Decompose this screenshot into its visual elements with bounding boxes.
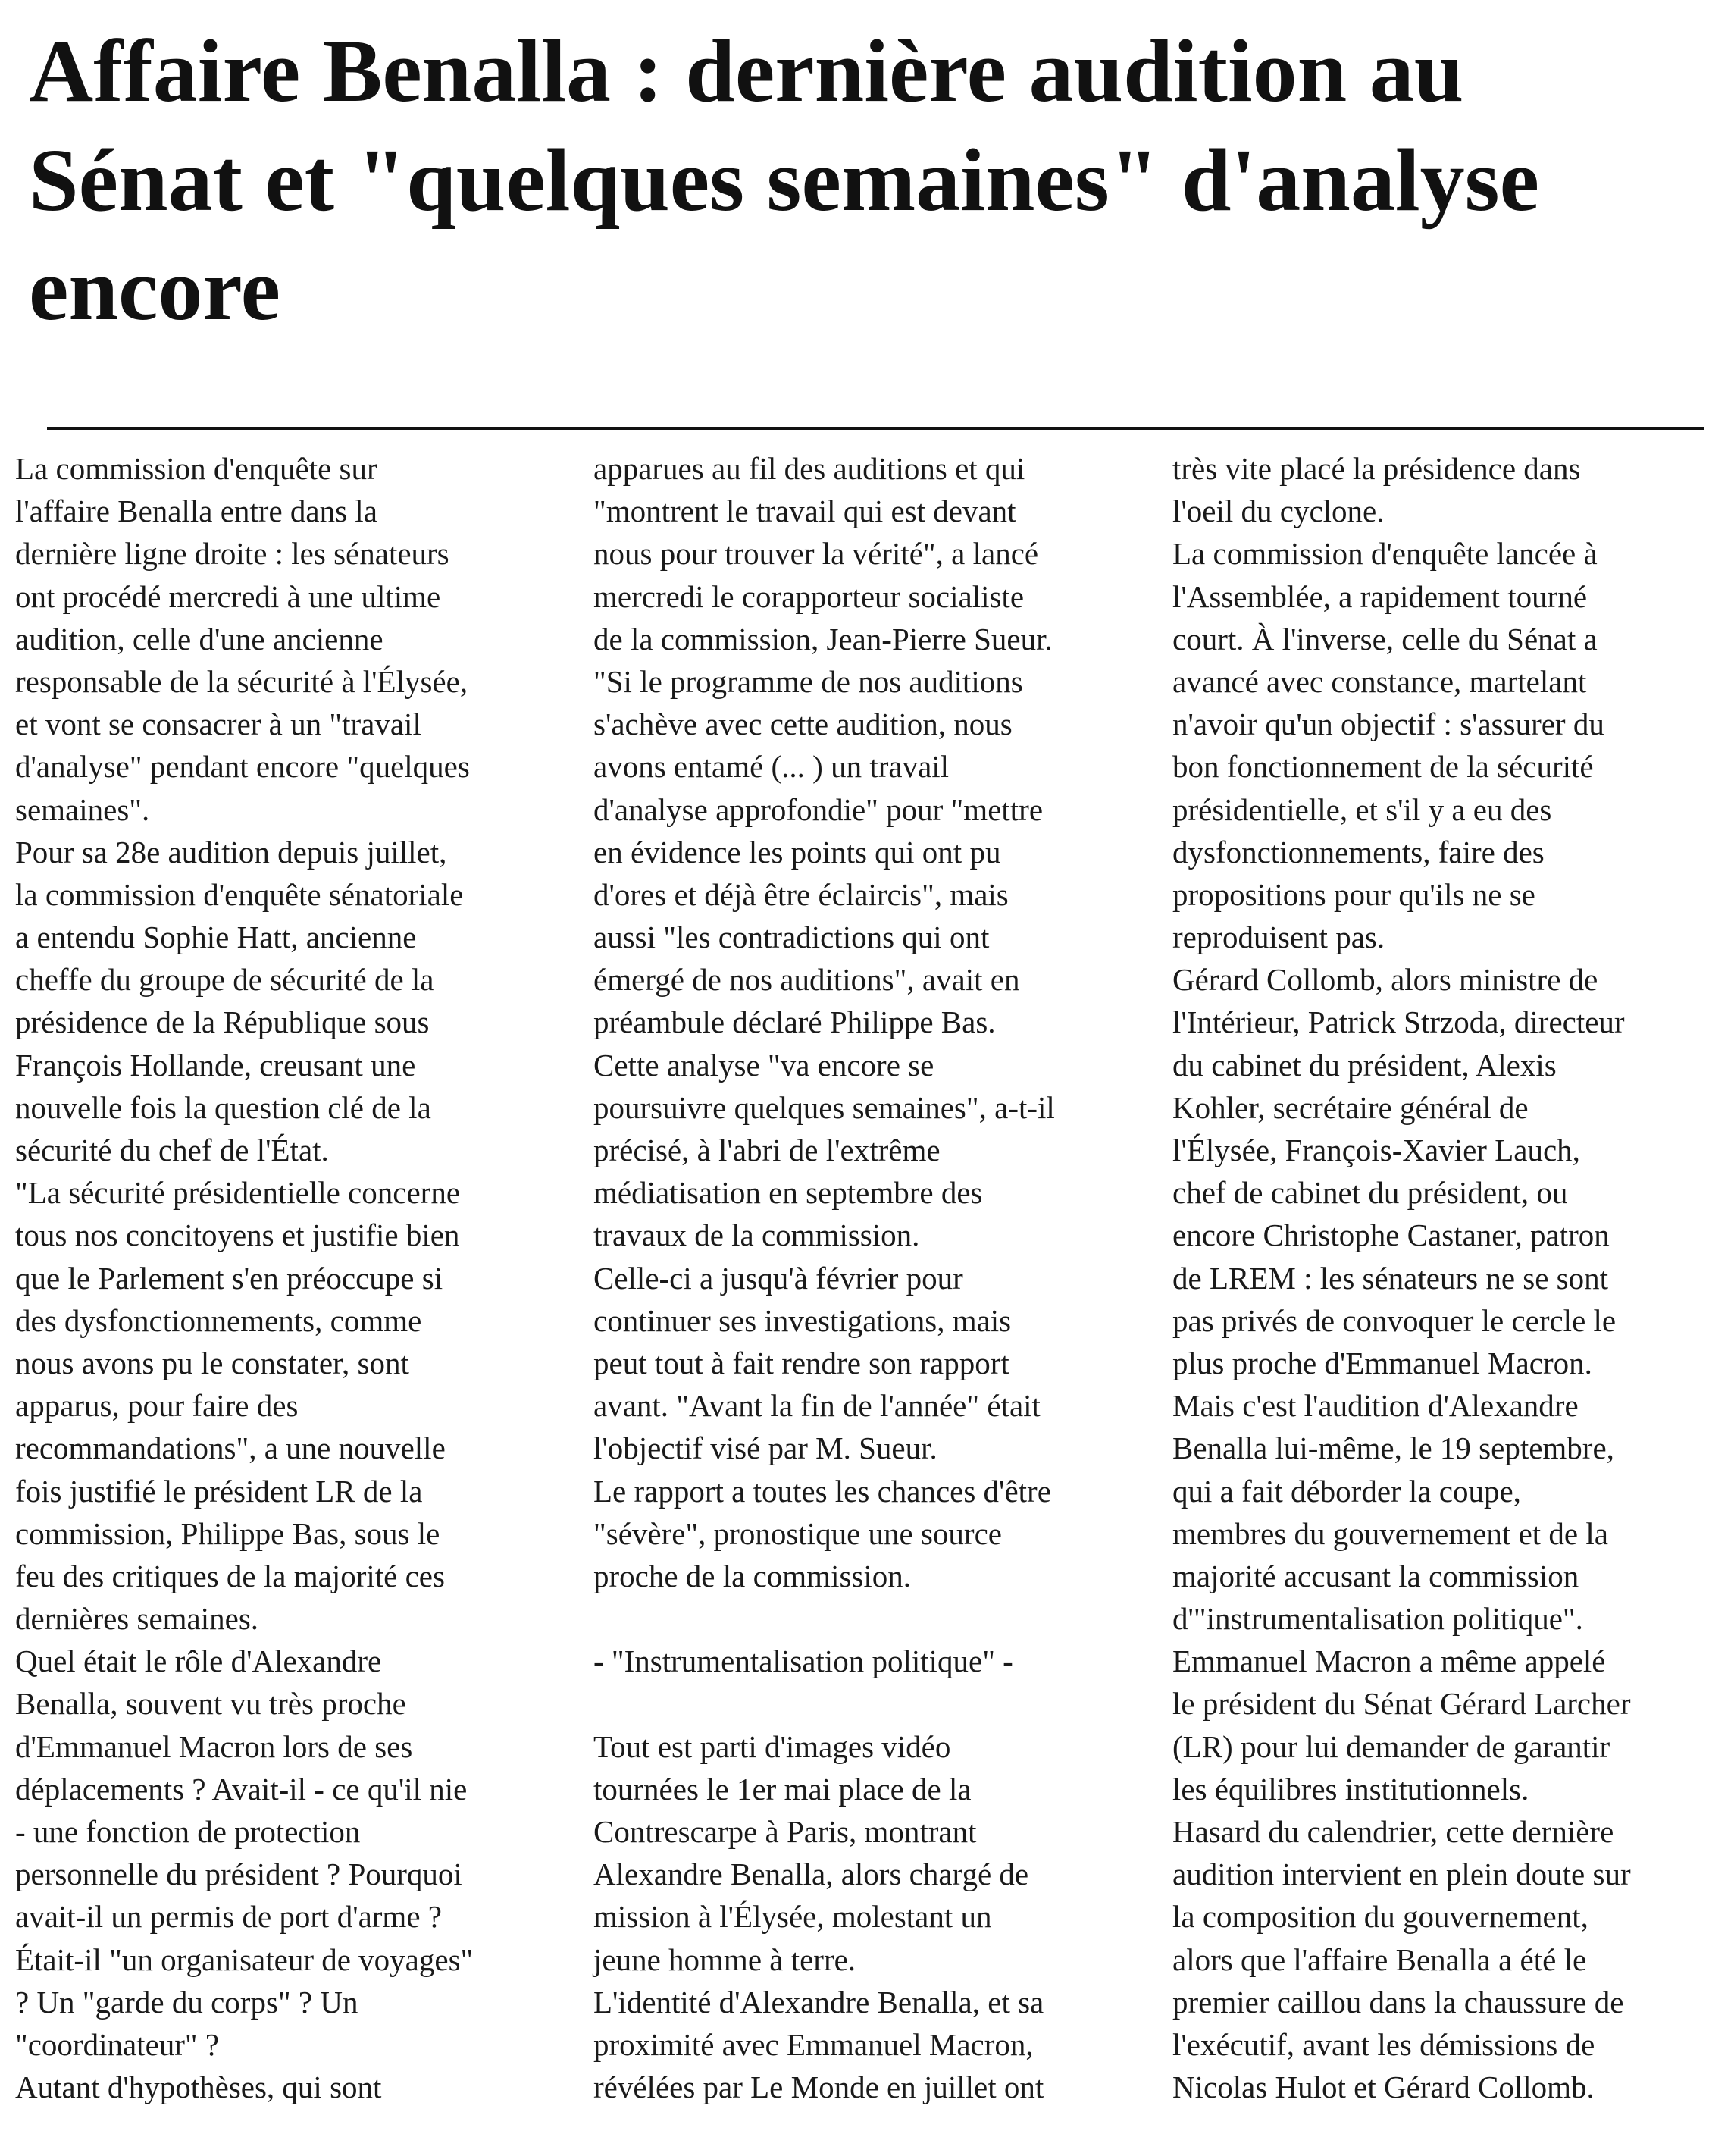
body-text-line: l'affaire Benalla entre dans la [15, 494, 377, 529]
body-text-line: d'ores et déjà être éclaircis", mais [593, 876, 1009, 912]
body-text-line: aussi "les contradictions qui ont [593, 920, 990, 955]
body-text-line: Hasard du calendrier, cette dernière [1172, 1814, 1614, 1849]
body-text-line: membres du gouvernement et de la [1172, 1515, 1608, 1551]
headline-divider [47, 427, 1704, 430]
body-text-line: fois justifié le président LR de la [15, 1473, 423, 1509]
body-text-line: avancé avec constance, martelant [1172, 663, 1587, 699]
body-text-line: encore Christophe Castaner, patron [1172, 1217, 1610, 1253]
body-text-line: tous nos concitoyens et justifie bien [15, 1217, 460, 1253]
body-text-line: pas privés de convoquer le cercle le [1172, 1302, 1617, 1338]
body-text-line: "montrent le travail qui est devant [593, 494, 1016, 529]
body-text-line: audition, celle d'une ancienne [15, 621, 383, 657]
body-text-line: mission à l'Élysée, molestant un [593, 1899, 992, 1935]
body-text-line: continuer ses investigations, mais [593, 1302, 1012, 1338]
body-text-line: Alexandre Benalla, alors chargé de [593, 1857, 1029, 1892]
headline-line: Affaire Benalla : dernière audition au [29, 21, 1464, 121]
body-text-line: l'exécutif, avant les démissions de [1172, 2026, 1595, 2062]
body-text-line: La commission d'enquête lancée à [1172, 536, 1598, 572]
body-text-line: Tout est parti d'images vidéo [593, 1728, 951, 1764]
body-text-line: Cette analyse "va encore se [593, 1047, 934, 1083]
body-text-line: qui a fait déborder la coupe, [1172, 1473, 1521, 1509]
headline-line: encore [29, 240, 280, 339]
body-text-line: dernière ligne droite : les sénateurs [15, 536, 449, 572]
body-text-line: feu des critiques de la majorité ces [15, 1558, 445, 1593]
article-headline [29, 17, 1689, 344]
body-text-line: responsable de la sécurité à l'Élysée, [15, 663, 468, 699]
body-text-line: commission, Philippe Bas, sous le [15, 1515, 440, 1551]
body-text-line: chef de cabinet du président, ou [1172, 1175, 1568, 1211]
body-text-line: présidence de la République sous [15, 1004, 430, 1040]
body-text-line: reproduisent pas. [1172, 920, 1385, 955]
body-text-line: nous avons pu le constater, sont [15, 1345, 409, 1380]
body-text-line: peut tout à fait rendre son rapport [593, 1345, 1009, 1380]
body-text-line: Mais c'est l'audition d'Alexandre [1172, 1388, 1579, 1424]
headline-line: Sénat et "quelques semaines" d'analyse [29, 130, 1539, 230]
body-text-line: poursuivre quelques semaines", a-t-il [593, 1089, 1055, 1125]
body-text-line: Celle-ci a jusqu'à février pour [593, 1260, 963, 1296]
body-text-line [593, 1682, 1139, 1725]
article-column-3 [1172, 447, 1703, 2108]
body-text-line: dernières semaines. [15, 1601, 259, 1637]
body-text-line: d'Emmanuel Macron lors de ses [15, 1728, 413, 1764]
body-text-line: le président du Sénat Gérard Larcher [1172, 1686, 1631, 1722]
body-text-line: de la commission, Jean-Pierre Sueur. [593, 621, 1053, 657]
body-text-line: apparus, pour faire des [15, 1388, 299, 1424]
body-text-line: de LREM : les sénateurs ne se sont [1172, 1260, 1609, 1296]
body-text-line: Emmanuel Macron a même appelé [1172, 1644, 1606, 1679]
body-text-line: personnelle du président ? Pourquoi [15, 1857, 462, 1892]
body-text-line: proche de la commission. [593, 1558, 912, 1593]
body-text-line: et vont se consacrer à un "travail [15, 707, 421, 742]
body-text-line: avons entamé (... ) un travail [593, 749, 950, 785]
body-text-line: Nicolas Hulot et Gérard Collomb. [1172, 2070, 1595, 2105]
body-text-line: Le rapport a toutes les chances d'être [593, 1473, 1051, 1509]
body-text-line: (LR) pour lui demander de garantir [1172, 1728, 1610, 1764]
body-text-line: l'objectif visé par M. Sueur. [593, 1431, 937, 1466]
body-text-line: jeune homme à terre. [593, 1941, 856, 1977]
body-text-line: d'analyse" pendant encore "quelques [15, 749, 470, 785]
body-text-line: - "Instrumentalisation politique" - [593, 1644, 1013, 1679]
body-text-line: recommandations", a une nouvelle [15, 1431, 446, 1466]
body-text-line: audition intervient en plein doute sur [1172, 1857, 1631, 1892]
body-text-line: avait-il un permis de port d'arme ? [15, 1899, 442, 1935]
body-text-line: la commission d'enquête sénatoriale [15, 876, 464, 912]
body-text-line: "La sécurité présidentielle concerne [15, 1175, 461, 1211]
body-text-line: révélées par Le Monde en juillet ont [593, 2070, 1044, 2105]
body-text-line: Benalla lui-même, le 19 septembre, [1172, 1431, 1614, 1466]
body-text-line: présidentielle, et s'il y a eu des [1172, 791, 1552, 827]
body-text-line: les équilibres institutionnels. [1172, 1771, 1529, 1807]
body-text-line: médiatisation en septembre des [593, 1175, 983, 1211]
body-text-line: L'identité d'Alexandre Benalla, et sa [593, 1984, 1044, 2020]
body-text-line: Gérard Collomb, alors ministre de [1172, 962, 1598, 998]
body-text-line: cheffe du groupe de sécurité de la [15, 962, 434, 998]
body-text-line: "coordinateur" ? [15, 2026, 220, 2062]
body-text-line: tournées le 1er mai place de la [593, 1771, 972, 1807]
body-text-line: s'achève avec cette audition, nous [593, 707, 1013, 742]
body-text-line: que le Parlement s'en préoccupe si [15, 1260, 443, 1296]
body-text-line: "Si le programme de nos auditions [593, 663, 1023, 699]
body-text-line: propositions pour qu'ils ne se [1172, 876, 1535, 912]
body-text-line: précisé, à l'abri de l'extrême [593, 1133, 941, 1167]
body-text-line: mercredi le corapporteur socialiste [593, 578, 1025, 614]
body-text-line: nouvelle fois la question clé de la [15, 1089, 431, 1125]
body-text-line: premier caillou dans la chaussure de [1172, 1984, 1624, 2020]
body-text-line: préambule déclaré Philippe Bas. [593, 1004, 996, 1040]
body-text-line: La commission d'enquête sur [15, 451, 377, 486]
body-text-line: du cabinet du président, Alexis [1172, 1047, 1557, 1083]
body-text-line: ont procédé mercredi à une ultime [15, 578, 441, 614]
body-text-line: Contrescarpe à Paris, montrant [593, 1814, 977, 1849]
body-text-line: plus proche d'Emmanuel Macron. [1172, 1345, 1592, 1380]
body-text-line: des dysfonctionnements, comme [15, 1302, 422, 1338]
body-text-line: ? Un "garde du corps" ? Un [15, 1984, 358, 2020]
body-text-line: nous pour trouver la vérité", a lancé [593, 536, 1039, 572]
body-text-line: court. À l'inverse, celle du Sénat a [1172, 621, 1598, 657]
body-text-line: d'analyse approfondie" pour "mettre [593, 791, 1044, 827]
body-text-line: Kohler, secrétaire général de [1172, 1089, 1529, 1125]
body-text-line: sécurité du chef de l'État. [15, 1133, 329, 1167]
body-text-line: n'avoir qu'un objectif : s'assurer du [1172, 707, 1604, 742]
body-text-line: la composition du gouvernement, [1172, 1899, 1588, 1935]
body-text-line: "sévère", pronostique une source [593, 1515, 1002, 1551]
body-text-line: très vite placé la présidence dans [1172, 451, 1581, 486]
body-text-line: Benalla, souvent vu très proche [15, 1686, 406, 1722]
body-text-line: travaux de la commission. [593, 1217, 920, 1253]
body-text-line: l'oeil du cyclone. [1172, 494, 1385, 529]
body-text-line: François Hollande, creusant une [15, 1047, 416, 1083]
body-text-line: Pour sa 28e audition depuis juillet, [15, 834, 447, 870]
body-text-line: l'Assemblée, a rapidement tourné [1172, 578, 1588, 614]
body-text-line: Quel était le rôle d'Alexandre [15, 1644, 382, 1679]
body-text-line: Autant d'hypothèses, qui sont [15, 2070, 382, 2105]
body-text-line: l'Élysée, François-Xavier Lauch, [1172, 1133, 1580, 1167]
body-text-line: alors que l'affaire Benalla a été le [1172, 1941, 1587, 1977]
body-text-line: l'Intérieur, Patrick Strzoda, directeur [1172, 1004, 1625, 1040]
body-text-line: avant. "Avant la fin de l'année" était [593, 1388, 1041, 1424]
body-text-line: apparues au fil des auditions et qui [593, 451, 1025, 486]
body-text-line: - une fonction de protection [15, 1814, 361, 1849]
body-text-line: bon fonctionnement de la sécurité [1172, 749, 1594, 785]
body-text-line: en évidence les points qui ont pu [593, 834, 1001, 870]
body-text-line: Était-il "un organisateur de voyages" [15, 1941, 474, 1977]
body-text-line: d'"instrumentalisation politique". [1172, 1601, 1583, 1637]
body-text-line: majorité accusant la commission [1172, 1558, 1579, 1593]
body-text-line [593, 1597, 1139, 1640]
body-text-line: déplacements ? Avait-il - ce qu'il nie [15, 1771, 468, 1807]
article-column-2 [593, 447, 1139, 2108]
body-text-line: dysfonctionnements, faire des [1172, 834, 1545, 870]
body-text-line: proximité avec Emmanuel Macron, [593, 2026, 1034, 2062]
body-text-line: semaines". [15, 791, 150, 827]
body-text-line: a entendu Sophie Hatt, ancienne [15, 920, 417, 955]
body-text-line: émergé de nos auditions", avait en [593, 962, 1020, 998]
article-column-1 [15, 447, 546, 2108]
